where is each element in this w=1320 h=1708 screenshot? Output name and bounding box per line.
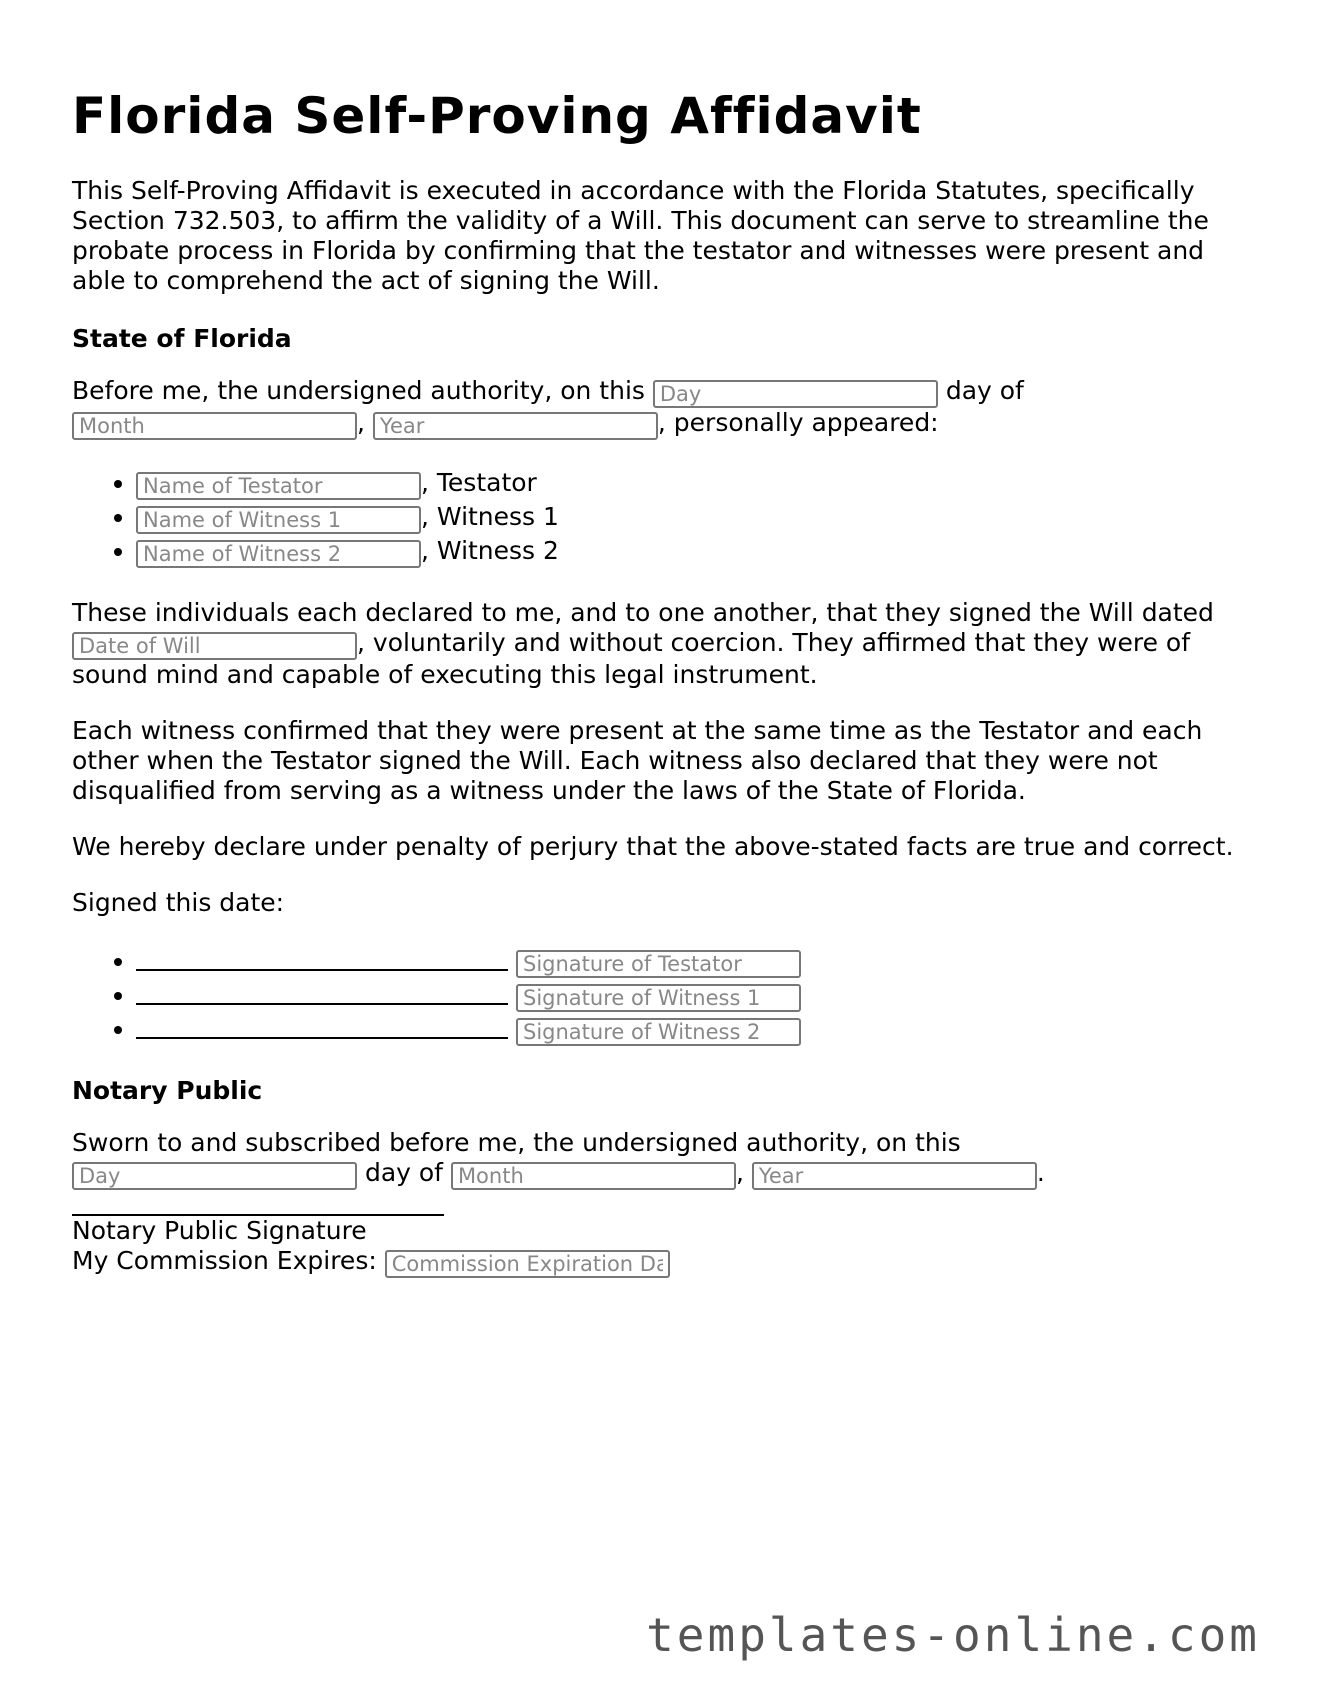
watermark-text: templates-online.com <box>646 1608 1260 1662</box>
witness-1-name-field[interactable] <box>136 506 421 534</box>
notary-period: . <box>1036 1158 1045 1187</box>
list-item <box>136 978 1252 1012</box>
appearance-comma: , <box>357 408 365 437</box>
witness-2-signature-field[interactable] <box>516 1018 801 1046</box>
notary-year-field[interactable] <box>752 1162 1037 1190</box>
notary-day-field[interactable] <box>72 1162 357 1190</box>
declaration-before-text: These individuals each declared to me, and to one another, that they signed the Will dated <box>72 598 1214 627</box>
list-item <box>136 534 1252 568</box>
will-date-field[interactable] <box>72 632 357 660</box>
party-role-label: , Witness 1 <box>421 502 559 531</box>
commission-row <box>72 1246 1252 1278</box>
perjury-paragraph: We hereby declare under penalty of perjury that the above-stated facts are true and correct. <box>72 832 1234 861</box>
state-heading: State of Florida <box>72 324 292 353</box>
notary-heading: Notary Public <box>72 1076 263 1105</box>
appearance-appeared-text: , personally appeared: <box>657 408 939 437</box>
testator-name-field[interactable] <box>136 472 421 500</box>
signature-line <box>136 1015 508 1039</box>
list-item <box>136 466 1252 500</box>
page-title: Florida Self-Proving Affidavit <box>72 87 922 145</box>
signature-line <box>136 947 508 971</box>
notary-sworn-paragraph <box>72 1128 1252 1190</box>
signatures-list <box>72 944 1252 1046</box>
party-role-label: , Testator <box>421 468 537 497</box>
commission-expiration-field[interactable] <box>385 1250 670 1278</box>
list-item <box>136 500 1252 534</box>
witness-2-name-field[interactable] <box>136 540 421 568</box>
parties-list <box>72 466 1252 568</box>
appearance-day-field[interactable] <box>653 380 938 408</box>
affidavit-document <box>72 86 1252 1278</box>
list-item <box>136 944 1252 978</box>
notary-signature-line <box>72 1204 444 1216</box>
intro-paragraph: This Self-Proving Affidavit is executed in accordance with the Florida Statutes, specifically Section 732.503, to affirm the validity of a Will. This document can serve to streamline the probate process in Florida by confirming that the testator and witnesses were present and able to comprehend the act of signing the Will. <box>72 176 1209 295</box>
witness-1-signature-field[interactable] <box>516 984 801 1012</box>
witness-paragraph: Each witness confirmed that they were present at the same time as the Testator and each other when the Testator signed the Will. Each witness also declared that they were not disqualified from serving as a witness under the laws of the State of Florida. <box>72 716 1203 805</box>
notary-day-of-text: day of <box>364 1158 443 1187</box>
appearance-paragraph <box>72 376 1252 440</box>
notary-sworn-text: Sworn to and subscribed before me, the undersigned authority, on this <box>72 1128 961 1157</box>
list-item <box>136 1012 1252 1046</box>
notary-comma: , <box>735 1158 744 1187</box>
declaration-after-text: , voluntarily and without coercion. They affirmed that they were of sound mind and capable of executing this legal instrument. <box>72 628 1191 689</box>
appearance-month-field[interactable] <box>72 412 357 440</box>
party-role-label: , Witness 2 <box>421 536 559 565</box>
appearance-day-of-text: day of <box>945 376 1024 405</box>
testator-signature-field[interactable] <box>516 950 801 978</box>
declaration-paragraph <box>72 598 1252 690</box>
appearance-year-field[interactable] <box>373 412 658 440</box>
commission-label: My Commission Expires: <box>72 1246 377 1275</box>
appearance-before-text: Before me, the undersigned authority, on this <box>72 376 645 405</box>
signature-line <box>136 981 508 1005</box>
notary-signature-label: Notary Public Signature <box>72 1216 367 1245</box>
signed-date-text: Signed this date: <box>72 888 285 917</box>
notary-month-field[interactable] <box>451 1162 736 1190</box>
